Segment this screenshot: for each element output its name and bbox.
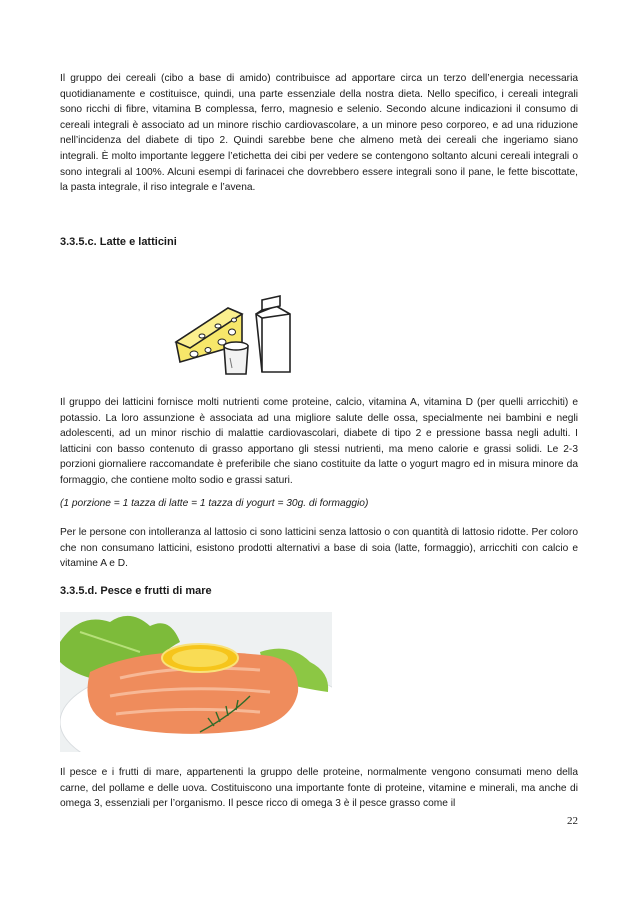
paragraph-dairy: Il gruppo dei latticini fornisce molti nutrienti come proteine, calcio, vitamina A, vitamina D (per quelli arricchiti) e potassio. La loro assunzione è associata ad una migliore salute delle ossa, specialmente nei bambini e negli adolescenti, ad un minor rischio di malattie cardiovascolari, diabete di tipo 2 e pressione bassa negli adulti. I latticini con basso contenuto di grasso apportano gli stessi nutrienti, ma meno calorie e grassi solidi. Le 2-3 porzioni giornaliere raccomandate è preferibile che siano costituite da latte o yogurt magro ed in misura minore da formaggio, che contiene molto sodio e grassi saturi. — [60, 397, 578, 486]
paragraph-lactose: Per le persone con intolleranza al lattosio ci sono latticini senza lattosio o con quantità di lattosio ridotte. Per coloro che non consumano latticini, esistono prodotti alternativi a base di soia (latte, formaggio), arricchiti con calcio e vitamine A e D. — [60, 527, 578, 570]
paragraph-fish: Il pesce e i frutti di mare, appartenenti la gruppo delle proteine, normalmente vengono consumati meno della carne, del pollame e delle uova. Costituiscono una importante fonte di proteine, vitamine e minerali, ma anche di omega 3, essenziali per l’organismo. Il pesce ricco di omega 3 è il pesce grasso come il — [60, 767, 578, 810]
salmon-photo — [60, 612, 332, 752]
page-number: 22 — [567, 815, 578, 827]
dairy-illustration — [172, 292, 300, 376]
heading-dairy: 3.3.5.c. Latte e latticini — [60, 236, 177, 248]
paragraph-portion: (1 porzione = 1 tazza di latte = 1 tazza di yogurt = 30g. di formaggio) — [60, 498, 369, 509]
glass-of-milk-icon — [224, 342, 248, 374]
milk-carton-icon — [256, 296, 290, 372]
paragraph-cereals: Il gruppo dei cereali (cibo a base di amido) contribuisce ad apportare circa un terzo dell’energia necessaria quotidianamente e costituisce, quindi, una parte essenziale della nostra dieta. Nello specifico, i cereali integrali sono ricchi di fibre, vitamina B complessa, ferro, magnesio e selenio. Secondo alcune indicazioni il consumo di cereali integrali è associato ad un minore rischio cardiovascolare, a un minore peso corporeo, e ad una riduzione nell’incidenza del diabete di tipo 2. Quindi sarebbe bene che almeno metà dei cereali che ingeriamo siano integrali. È molto importante leggere l’etichetta dei cibi per vedere se contengono soltanto alcuni cereali integrali o sono integrali al 100%. Alcuni esempi di farinacei che dovrebbero essere integrali sono il pane, le fette biscottate, la pasta integrale, il riso integrale e l’avena. — [60, 73, 578, 194]
heading-fish: 3.3.5.d. Pesce e frutti di mare — [60, 585, 212, 597]
lemon-slice-icon — [162, 644, 238, 672]
